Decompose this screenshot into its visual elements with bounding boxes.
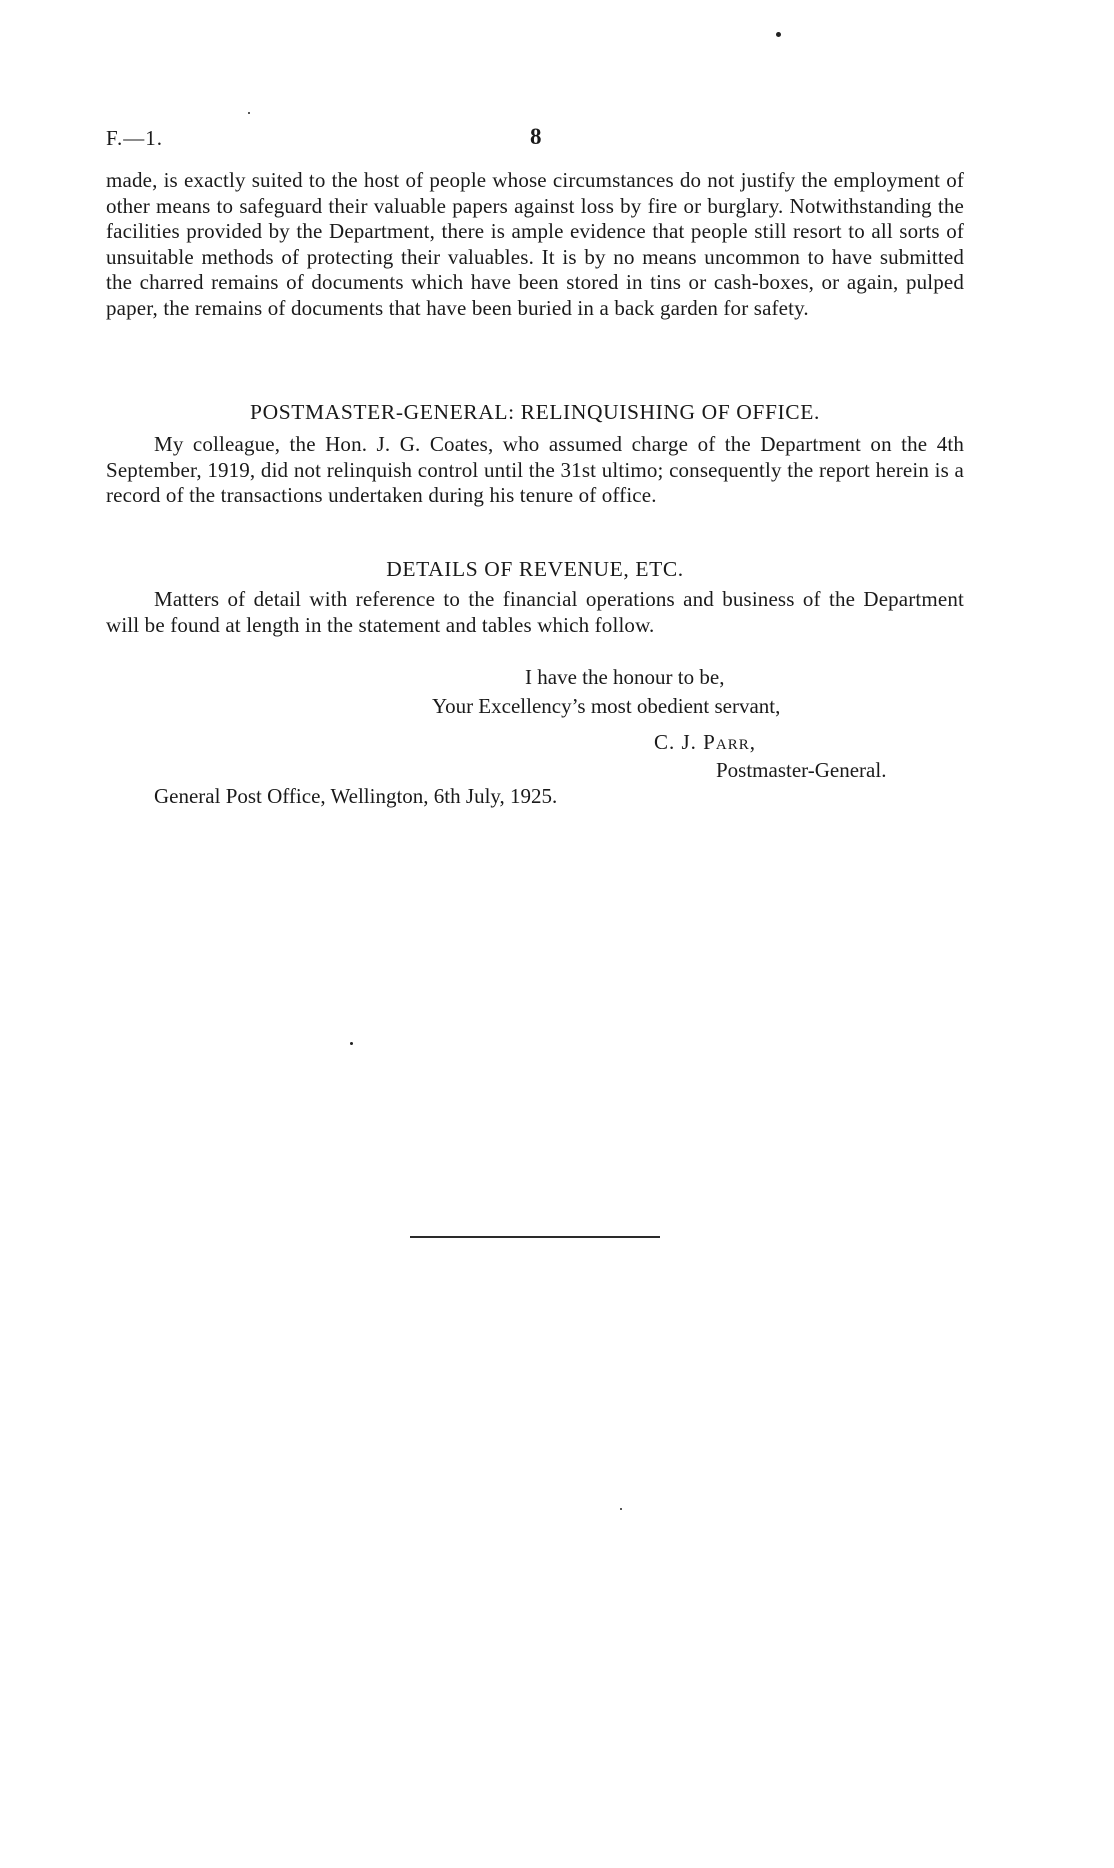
document-reference: F.—1. bbox=[106, 126, 163, 150]
scan-speck bbox=[350, 1042, 353, 1045]
place-and-date: General Post Office, Wellington, 6th July, 1925. bbox=[154, 784, 558, 808]
signatory-surname: arr, bbox=[715, 730, 756, 754]
intro-paragraph: made, is exactly suited to the host of people whose circumstances do not justify the employment of other means to safeguard their valuable papers against loss by fire or burglary. Notwithstanding the facilities provided by the Department, there is ample evidence that people still resort to all sorts of unsuitable methods of protecting their valuables. It is by no means uncommon to have submitted the charred remains of documents which have been stored in tins or cash-boxes, or again, pulped paper, the remains of documents that have been buried in a back garden for safety. bbox=[106, 168, 964, 320]
page-number: 8 bbox=[530, 124, 542, 149]
scan-speck bbox=[248, 112, 250, 114]
section-paragraph-relinquishing: My colleague, the Hon. J. G. Coates, who assumed charge of the Department on the 4th September, 1919, did not relinquish control until the 31st ultimo; consequently the report herein is a record of the transactions undertaken during his tenure of office. bbox=[106, 432, 964, 507]
section-heading-revenue: DETAILS OF REVENUE, ETC. bbox=[386, 557, 684, 581]
signatory-title: Postmaster-General. bbox=[716, 758, 887, 782]
section-paragraph-revenue: Matters of detail with reference to the financial operations and business of the Department will be found at length in the statement and tables which follow. bbox=[106, 587, 964, 637]
scan-speck bbox=[620, 1508, 622, 1510]
section-heading-postmaster-general: POSTMASTER-GENERAL: RELINQUISHING OF OFFICE. bbox=[250, 400, 820, 424]
closing-line-servant: Your Excellency’s most obedient servant, bbox=[432, 694, 781, 718]
scan-speck bbox=[776, 32, 781, 37]
closing-line-honour: I have the honour to be, bbox=[525, 665, 725, 689]
signatory-initials: C. J. P bbox=[654, 730, 716, 754]
signatory-name bbox=[654, 730, 756, 755]
end-rule bbox=[410, 1236, 660, 1238]
